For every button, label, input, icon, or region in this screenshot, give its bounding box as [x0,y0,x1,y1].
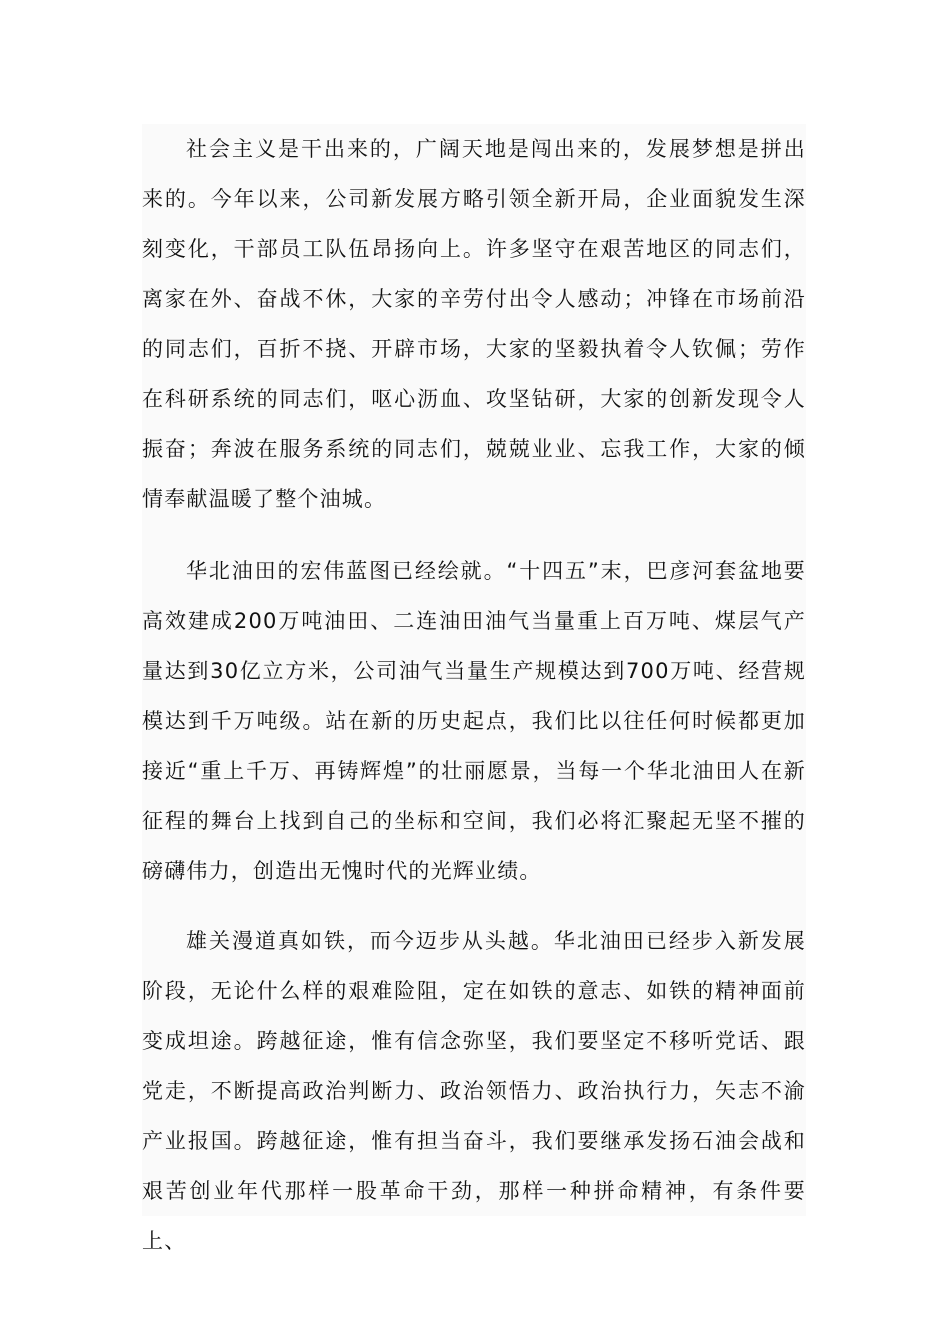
article-body [142,124,806,1253]
paragraph-2: 华北油田的宏伟蓝图已经绘就。“十四五”末，巴彦河套盆地要高效建成200万吨油田、二连油田油气当量重上百万吨、煤层气产量达到30亿立方米，公司油气当量生产规模达到700万吨、经营规模达到千万吨级。站在新的历史起点，我们比以往任何时候都更加接近“重上千万、再铸辉煌”的壮丽愿景，当每一个华北油田人在新征程的舞台上找到自己的坐标和空间，我们必将汇聚起无坚不摧的磅礴伟力，创造出无愧时代的光辉业绩。 [142,559,806,883]
paragraph-1: 社会主义是干出来的，广阔天地是闯出来的，发展梦想是拼出来的。今年以来，公司新发展方略引领全新开局，企业面貌发生深刻变化，干部员工队伍昂扬向上。许多坚守在艰苦地区的同志们，离家在外、奋战不休，大家的辛劳付出令人感动；冲锋在市场前沿的同志们，百折不挠、开辟市场，大家的坚毅执着令人钦佩；劳作在科研系统的同志们，呕心沥血、攻坚钻研，大家的创新发现令人振奋；奔波在服务系统的同志们，兢兢业业、忘我工作，大家的倾情奉献温暖了整个油城。 [142,137,806,511]
paragraph-3: 雄关漫道真如铁，而今迈步从头越。华北油田已经步入新发展阶段，无论什么样的艰难险阻，定在如铁的意志、如铁的精神面前变成坦途。跨越征途，惟有信念弥坚，我们要坚定不移听党话、跟党走，不断提高政治判断力、政治领悟力、政治执行力，矢志不渝产业报国。跨越征途，惟有担当奋斗，我们要继承发扬石油会战和艰苦创业年代那样一股革命干劲，那样一种拼命精神，有条件要上、 [142,929,806,1253]
